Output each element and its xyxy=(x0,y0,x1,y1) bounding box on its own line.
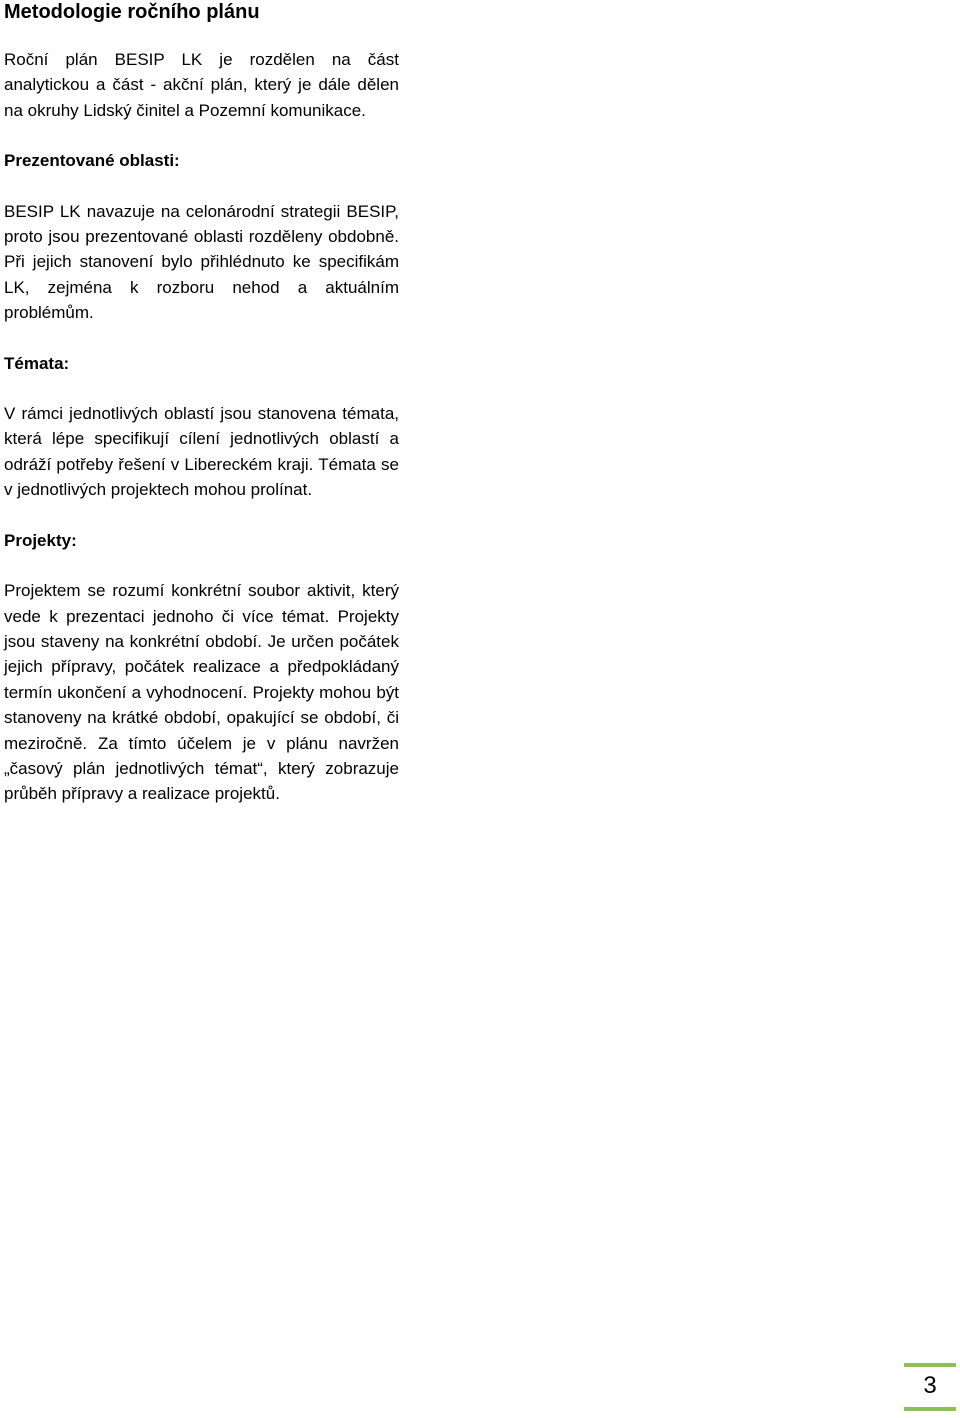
page-number: 3 xyxy=(923,1372,937,1399)
footer-rule-bottom xyxy=(904,1407,956,1411)
section-heading-temata: Témata: xyxy=(4,353,70,373)
section-text-oblasti: BESIP LK navazuje na celonárodní strategii BESIP, proto jsou prezentované oblasti rozděleny obdobně. Při jejich stanovení bylo přihlédnuto ke specifikám LK, zejména k rozboru nehod a aktuálním problémům. xyxy=(4,201,399,323)
document-body xyxy=(4,0,399,807)
section-text-temata: V rámci jednotlivých oblastí jsou stanovena témata, která lépe specifikují cílení jednotlivých oblastí a odráží potřeby řešení v Libereckém kraji. Témata se v jednotlivých projektech mohou prolínat. xyxy=(4,404,399,500)
section-text-projekty: Projektem se rozumí konkrétní soubor aktivit, který vede k prezentaci jednoho či více témat. Projekty jsou staveny na konkrétní období. Je určen počátek jejich přípravy, počátek realizace a předpokládaný termín ukončení a vyhodnocení. Projekty mohou být stanoveny na krátké období, opakující se období, či meziročně. Za tímto účelem je v plánu navržen „časový plán jednotlivých témat“, který zobrazuje průběh přípravy a realizace projektů. xyxy=(4,581,399,804)
intro-paragraph: Roční plán BESIP LK je rozdělen na část analytickou a část - akční plán, který je dále dělen na okruhy Lidský činitel a Pozemní komunikace. xyxy=(4,50,399,120)
section-heading-projekty: Projekty: xyxy=(4,530,77,550)
document-title: Metodologie ročního plánu xyxy=(4,1,260,23)
section-heading-oblasti: Prezentované oblasti: xyxy=(4,151,180,171)
page-footer xyxy=(904,1363,956,1411)
footer-rule-top xyxy=(904,1363,956,1367)
